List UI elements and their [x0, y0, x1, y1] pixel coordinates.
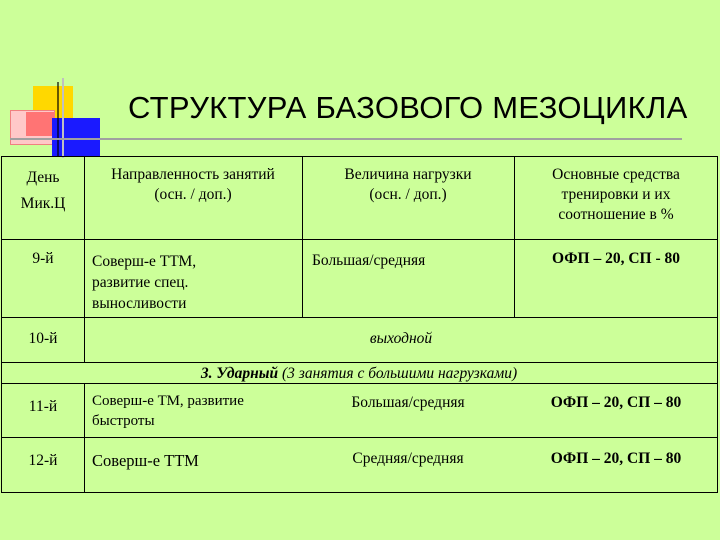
header-direction-line2: (осн. / доп.) — [154, 186, 232, 203]
header-direction-line1: Направленность занятий — [111, 166, 275, 183]
header-day — [4, 165, 82, 217]
row12-means: ОФП – 20, СП – 80 — [550, 450, 682, 467]
col-divider — [302, 157, 303, 317]
row12-load: Средняя/средняя — [352, 450, 464, 467]
title-underline — [10, 138, 682, 140]
header-means — [516, 165, 716, 225]
header-direction — [86, 165, 300, 205]
row9-load: Большая/средняя — [312, 252, 426, 269]
section-label-bold: 3. Ударный — [200, 365, 279, 382]
section-label-rest: (3 занятия с большими нагрузками) — [278, 365, 518, 382]
row-divider — [2, 239, 717, 240]
row-divider — [2, 437, 717, 438]
header-means-line3: соотношение в % — [558, 206, 674, 223]
col-divider — [84, 157, 85, 362]
row11-direction-line1: Соверш-е ТМ, развитие — [92, 393, 244, 409]
header-load-line2: (осн. / доп.) — [369, 186, 447, 203]
row-divider — [2, 362, 717, 363]
decor-vertical-line — [62, 78, 64, 158]
row9-direction — [92, 251, 300, 314]
row11-load: Большая/средняя — [351, 394, 465, 411]
col-divider — [84, 383, 85, 493]
col-divider — [514, 157, 515, 317]
decor-blue-square — [52, 118, 100, 156]
row11-direction — [92, 391, 300, 431]
row12-direction: Соверш-е ТТМ — [92, 451, 199, 470]
header-day-line2: Мик.Ц — [20, 195, 66, 212]
row9-means: ОФП – 20, СП - 80 — [551, 250, 681, 267]
page-title: СТРУКТУРА БАЗОВОГО МЕЗОЦИКЛА — [128, 90, 688, 125]
row11-direction-line2: быстроты — [92, 413, 155, 429]
decor-red-square — [26, 112, 54, 136]
header-load — [304, 165, 512, 205]
row11-means: ОФП – 20, СП – 80 — [550, 394, 682, 411]
row9-direction-line3: выносливости — [92, 295, 187, 312]
decor-vertical-line-dark — [57, 82, 59, 156]
header-means-line2: тренировки и их — [561, 186, 671, 203]
row12-day: 12-й — [28, 452, 58, 469]
header-day-line1: День — [26, 169, 60, 186]
row10-day: 10-й — [28, 330, 58, 347]
section-label — [4, 364, 714, 384]
row9-direction-line2: развитие спец. — [92, 274, 189, 291]
header-means-line1: Основные средства — [552, 166, 680, 183]
row-divider — [2, 317, 717, 318]
row11-day: 11-й — [28, 398, 58, 415]
mesocycle-table — [1, 156, 718, 493]
row9-day: 9-й — [32, 250, 54, 267]
header-load-line1: Величина нагрузки — [344, 166, 472, 183]
row9-direction-line1: Соверш-е ТТМ, — [92, 253, 197, 270]
row10-note: выходной — [369, 330, 433, 347]
